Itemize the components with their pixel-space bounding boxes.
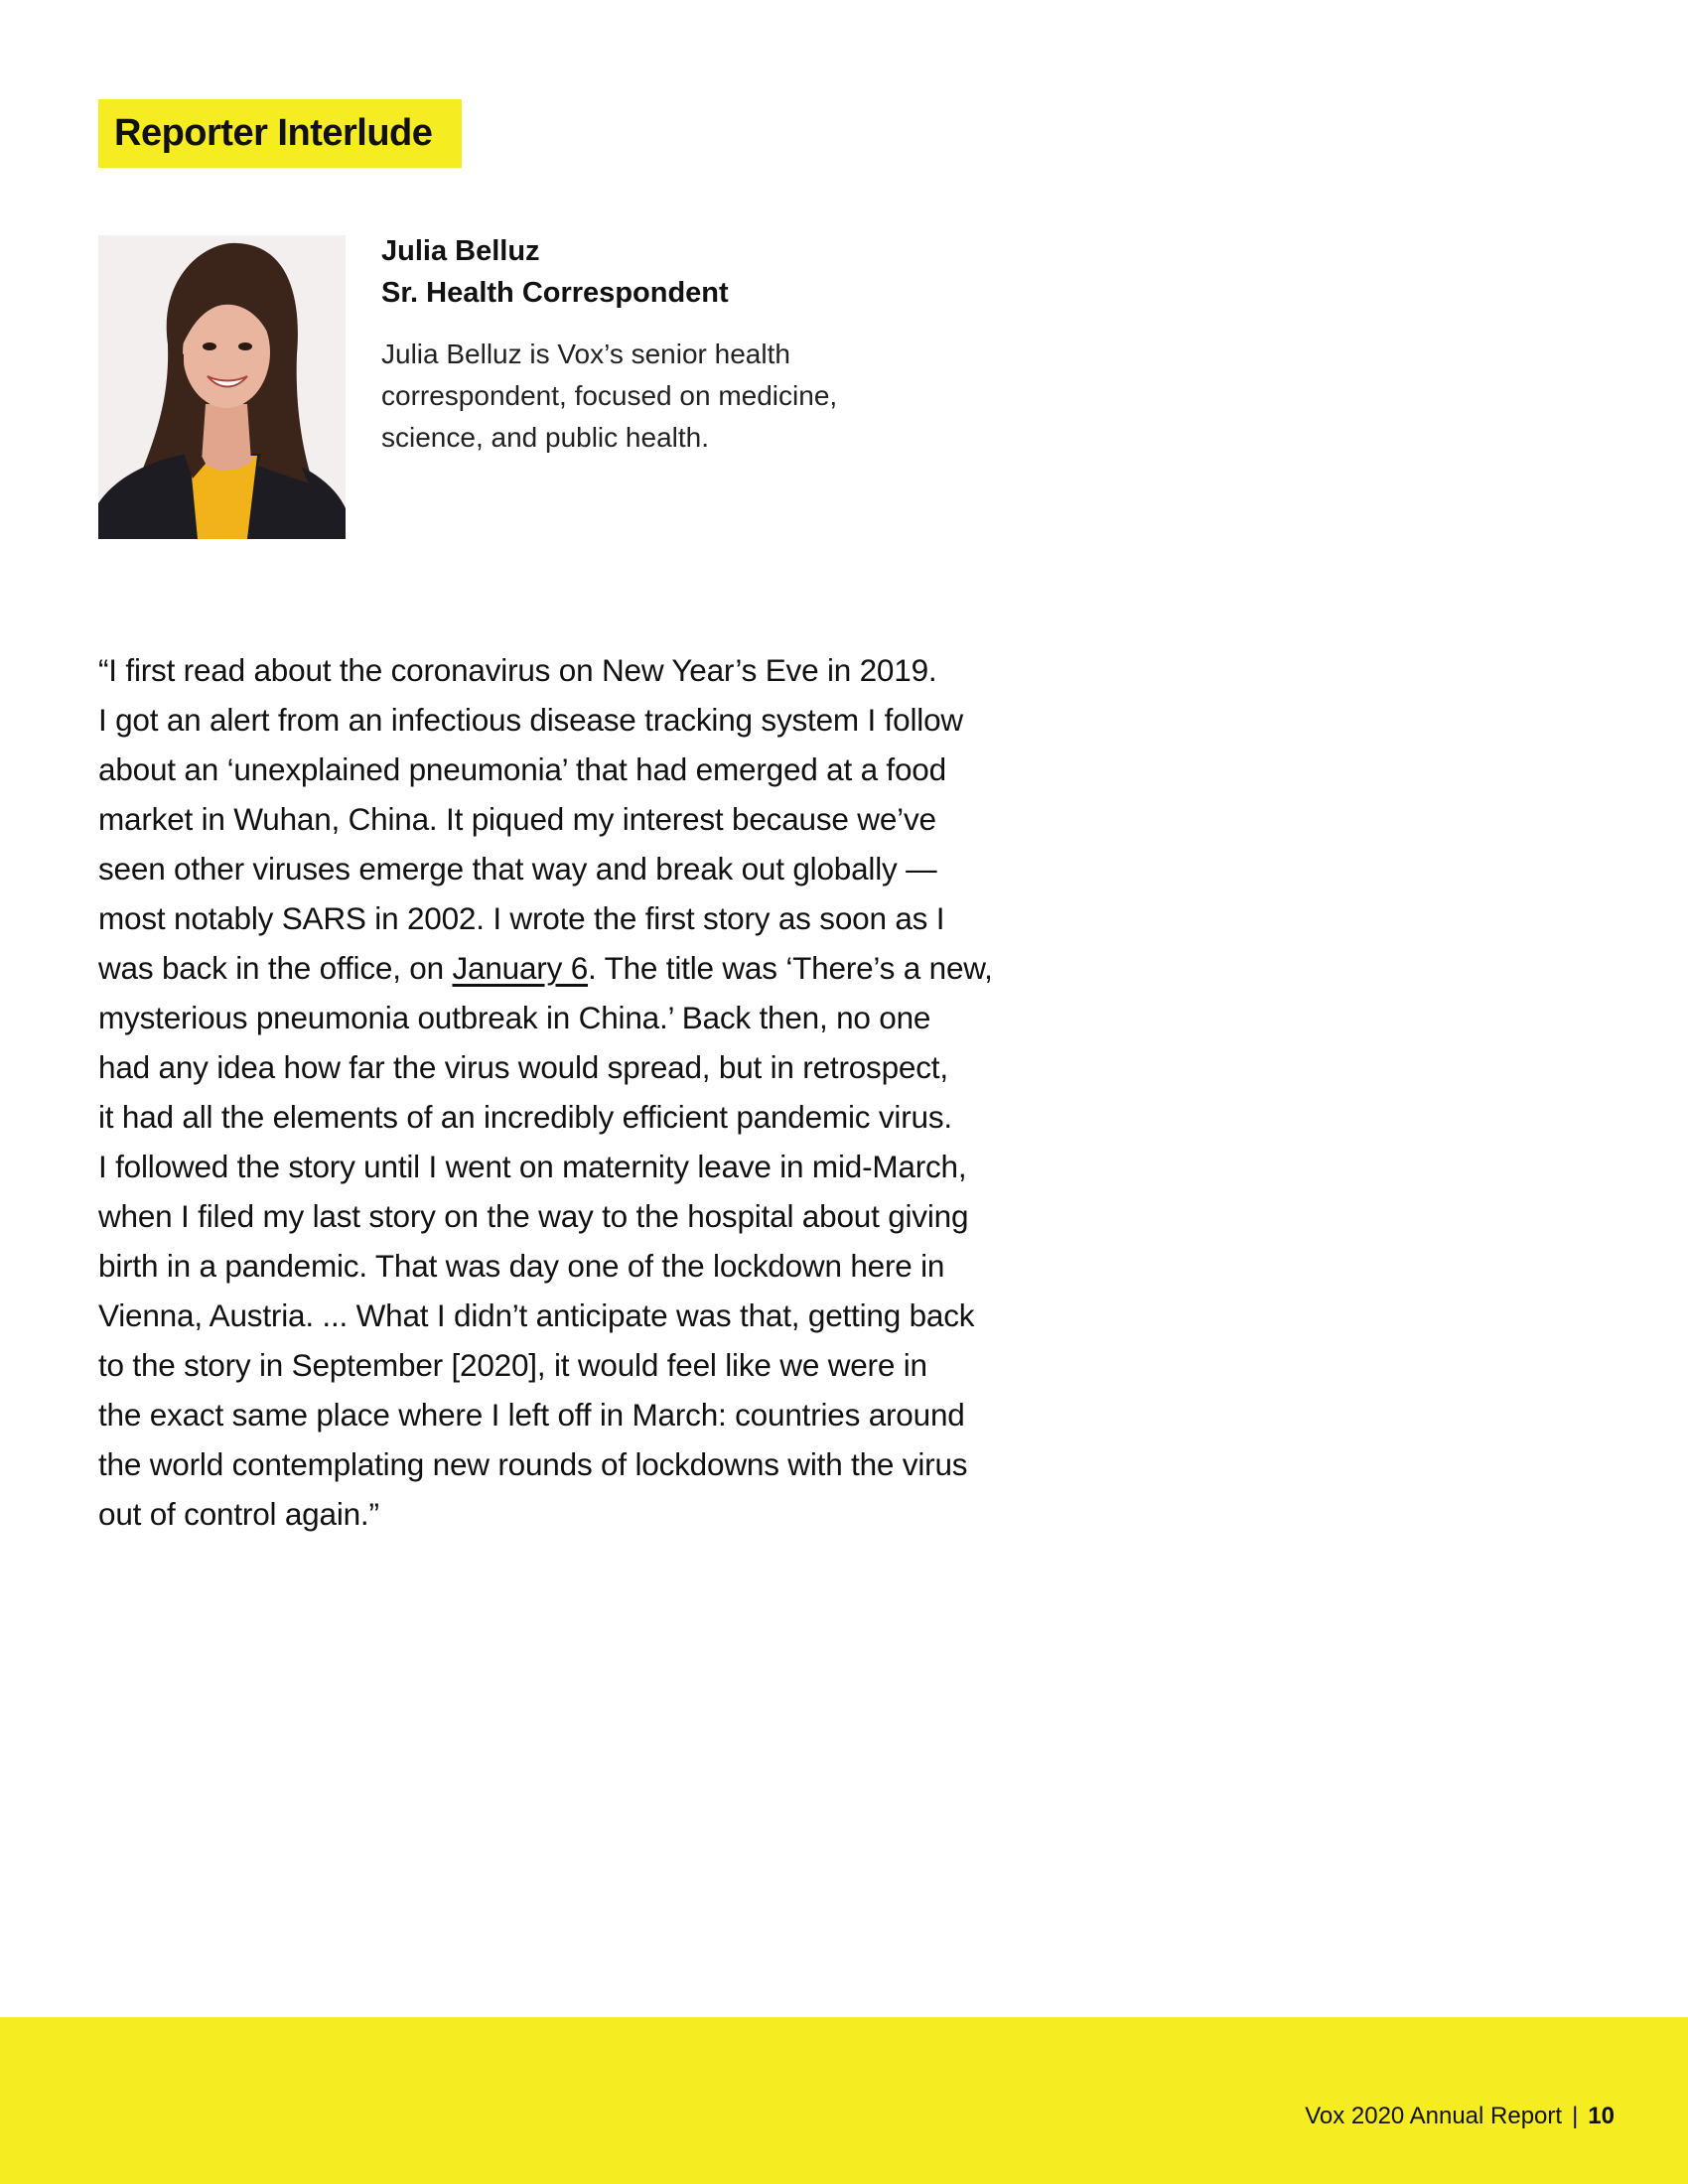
quote-line: when I filed my last story on the way to the hospital about giving [98, 1198, 969, 1234]
quote-text: was back in the office, on [98, 950, 453, 986]
footer-separator: | [1572, 2103, 1579, 2129]
quote-line: most notably SARS in 2002. I wrote the first story as soon as I [98, 900, 945, 936]
bio-line: science, and public health. [381, 422, 709, 453]
january-6-story-link[interactable]: January 6 [452, 950, 589, 986]
quote-line: I followed the story until I went on maternity leave in mid-March, [98, 1149, 967, 1184]
section-label [98, 99, 462, 168]
quote-line: the world contemplating new rounds of lockdowns with the virus [98, 1446, 968, 1482]
footer-label [1305, 2103, 1615, 2130]
page-number: 10 [1588, 2103, 1615, 2129]
report-name: Vox 2020 Annual Report [1305, 2103, 1563, 2129]
author-photo [98, 235, 346, 539]
bio-line: correspondent, focused on medicine, [381, 380, 838, 411]
quote-line-with-link [98, 943, 1091, 993]
quote-line: mysterious pneumonia outbreak in China.’ Back then, no one [98, 1000, 931, 1035]
author-description [381, 334, 937, 459]
portrait-illustration [98, 235, 346, 539]
page-footer [0, 2017, 1688, 2184]
interview-quote [98, 645, 1091, 1539]
bio-line: Julia Belluz is Vox’s senior health [381, 339, 790, 369]
quote-line: “I first read about the coronavirus on New Year’s Eve in 2019. [98, 652, 937, 688]
author-title: Sr. Health Correspondent [381, 277, 729, 309]
quote-line: out of control again.” [98, 1496, 379, 1532]
quote-text: . The title was ‘There’s a new, [588, 950, 993, 986]
quote-line: about an ‘unexplained pneumonia’ that had emerged at a food [98, 751, 946, 787]
quote-line: I got an alert from an infectious disease tracking system I follow [98, 702, 963, 738]
quote-line: the exact same place where I left off in March: countries around [98, 1397, 965, 1433]
author-name: Julia Belluz [381, 235, 540, 267]
quote-line: seen other viruses emerge that way and break out globally — [98, 851, 937, 887]
quote-line: it had all the elements of an incredibly efficient pandemic virus. [98, 1099, 952, 1135]
quote-line: had any idea how far the virus would spread, but in retrospect, [98, 1049, 948, 1085]
quote-line: market in Wuhan, China. It piqued my interest because we’ve [98, 801, 936, 837]
quote-line: Vienna, Austria. ... What I didn’t anticipate was that, getting back [98, 1297, 975, 1333]
quote-line: birth in a pandemic. That was day one of the lockdown here in [98, 1248, 945, 1284]
author-bio [381, 230, 937, 459]
quote-line: to the story in September [2020], it would feel like we were in [98, 1347, 927, 1383]
section-label-text: Reporter Interlude [114, 112, 433, 154]
